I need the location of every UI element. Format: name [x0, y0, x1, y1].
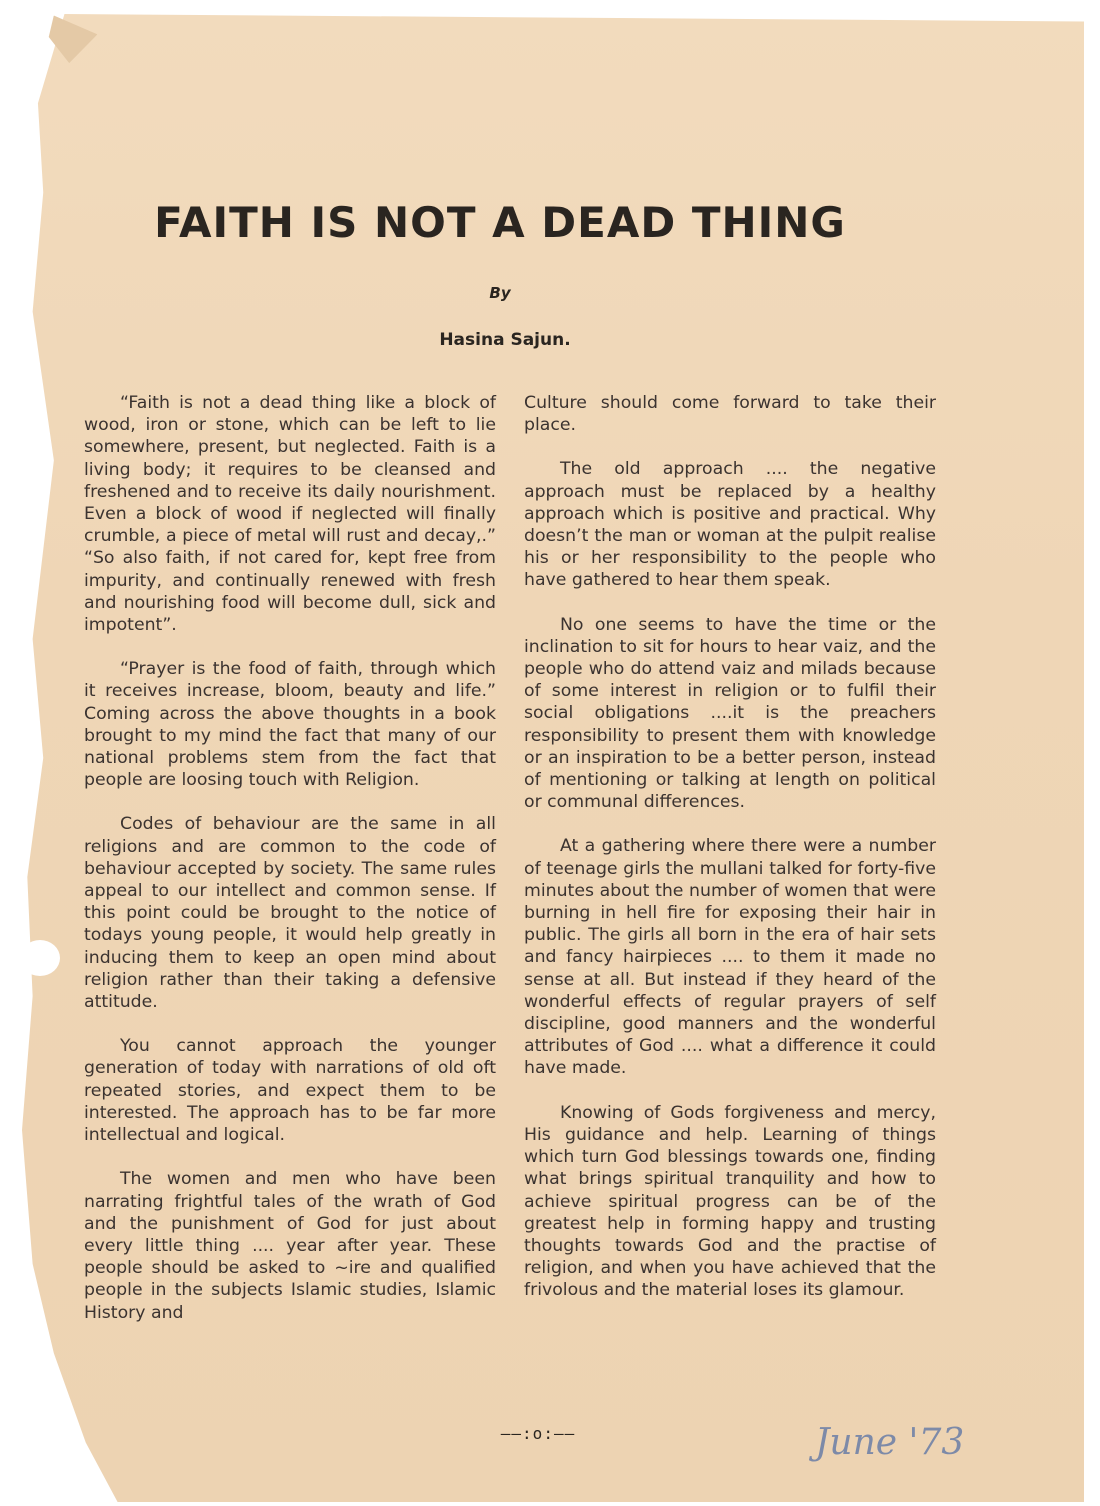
paragraph: “Faith is not a dead thing like a block of wood, iron or stone, which can be left to lie somewhere, present, but neglected. Faith is a living body; it requires to be cleansed and freshened and to receive its daily nourishment. Even a block of wood if neglected will finally crumble, a piece of metal will rust and decay,.” “So also faith, if not cared for, kept free from impurity, and continually renewed with fresh and nourishing food will become dull, sick and impotent”. — [84, 393, 496, 636]
end-mark: ——:o:—— — [500, 1424, 576, 1443]
paragraph: At a gathering where there were a number of teenage girls the mullani talked for forty-five minutes about the number of women that were burning in hell fire for exposing their hair in public. The girls all born in the era of hair sets and fancy hairpieces .... to them it made no sense at all. But instead if they heard of the wonderful effects of regular prayers of self discipline, good manners and the wonderful attributes of God .... what a difference it could have made. — [524, 836, 936, 1079]
paragraph: You cannot approach the younger generation of today with narrations of old oft repeated stories, and expect them to be interested. The approach has to be far more intellectual and logical. — [84, 1036, 496, 1146]
punch-hole — [20, 940, 60, 976]
paragraph: The women and men who have been narrating frightful tales of the wrath of God and the punishment of God for just about every little thing .... year after year. These people should be asked to ~ire and qualified people in the subjects Islamic studies, Islamic History and — [84, 1169, 496, 1323]
paragraph: Knowing of Gods forgiveness and mercy, His guidance and help. Learning of things which turn God blessings towards one, finding what brings spiritual tranquility and how to achieve spiritual progress can be of the greatest help in forming happy and trusting thoughts towards God and the practise of religion, and when you have achieved that the frivolous and the material loses its glamour. — [524, 1102, 936, 1301]
paragraph: “Prayer is the food of faith, through which it receives increase, bloom, beauty and life.” Coming across the above thoughts in a book brought to my mind the fact that many of our national problems stem from the fact that people are loosing touch with Religion. — [84, 659, 496, 791]
paragraph-continuation: Culture should come forward to take their place. — [524, 393, 936, 436]
byline-by: By — [489, 284, 511, 302]
paragraph: No one seems to have the time or the inclination to sit for hours to hear vaiz, and the people who do attend vaiz and milads because of some interest in religion or to fulfil their social obligations ....it is the preachers responsibility to present them with knowledge or an inspiration to be a better person, instead of mentioning or talking at length on political or communal differences. — [524, 614, 936, 813]
paragraph: Codes of behaviour are the same in all religions and are common to the code of behaviour accepted by society. The same rules appeal to our intellect and common sense. If this point could be brought to the notice of todays young people, it would help greatly in inducing them to keep an open mind about religion rather than their taking a defensive attitude. — [84, 814, 496, 1013]
article-title: FAITH IS NOT A DEAD THING — [154, 198, 846, 247]
right-column — [524, 392, 936, 1324]
byline-author: Hasina Sajun. — [439, 330, 571, 350]
left-column — [84, 392, 496, 1346]
handwritten-date: June '73 — [815, 1422, 965, 1463]
paragraph: The old approach .... the negative approach must be replaced by a healthy approach which is positive and practical. Why doesn’t the man or woman at the pulpit realise his or her responsibility to the people who have gathered to hear them speak. — [524, 459, 936, 591]
